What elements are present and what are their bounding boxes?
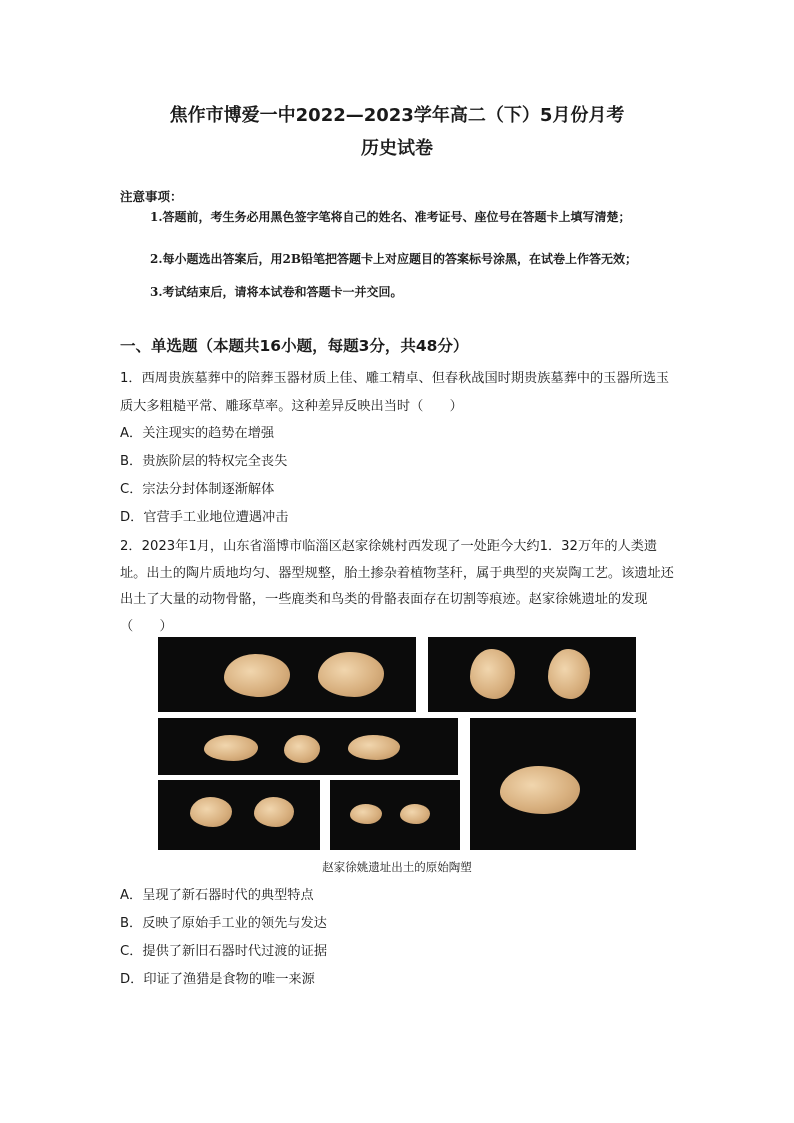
pottery-shard	[500, 766, 580, 814]
question-1-option-d: D．官营手工业地位遭遇冲击	[120, 510, 289, 525]
photo-panel	[470, 718, 636, 850]
notice-heading: 注意事项：	[120, 189, 183, 204]
pottery-shard	[318, 652, 384, 697]
figure-caption: 赵家徐姚遗址出土的原始陶塑	[322, 860, 472, 874]
pottery-shard	[348, 735, 400, 760]
notice-item: 2.每小题选出答案后，用2B铅笔把答题卡上对应题目的答案标号涂黑，在试卷上作答无效；	[150, 252, 638, 266]
pottery-shard	[400, 804, 430, 824]
pottery-shard	[470, 649, 515, 699]
photo-panel	[158, 637, 416, 712]
pottery-shard	[350, 804, 382, 824]
pottery-shard	[284, 735, 320, 763]
question-2-option-a: A．呈现了新石器时代的典型特点	[120, 888, 314, 903]
pottery-shard	[190, 797, 232, 827]
photo-panel	[330, 780, 460, 850]
question-2-option-c: C．提供了新旧石器时代过渡的证据	[120, 944, 328, 959]
section-heading: 一、单选题（本题共16小题，每题3分，共48分）	[120, 337, 469, 355]
exam-subject: 历史试卷	[361, 138, 433, 159]
question-2-stem: 2．2023年1月，山东省淄博市临淄区赵家徐姚村西发现了一处距今大约1．32万年的人类遗址。出土的陶片质地均匀、器型规整，胎土掺杂着植物茎秆，属于典型的夹炭陶工艺。该遗址还出土了大量的动物骨骼，一些鹿类和鸟类的骨骼表面存在切割等痕迹。赵家徐姚遗址的发现（ ）	[120, 539, 674, 634]
photo-panel	[158, 780, 320, 850]
pottery-shard	[224, 654, 290, 697]
question-1-option-a: A．关注现实的趋势在增强	[120, 426, 275, 441]
pottery-shard	[204, 735, 258, 761]
pottery-shard	[254, 797, 294, 827]
notice-item: 3.考试结束后，请将本试卷和答题卡一并交回。	[150, 285, 403, 299]
question-1-stem: 1．西周贵族墓葬中的陪葬玉器材质上佳、雕工精卓、但春秋战国时期贵族墓葬中的玉器所选玉质大多粗糙平常、雕琢草率。这种差异反映出当时（ ）	[120, 371, 670, 414]
photo-panel	[428, 637, 636, 712]
notice-item: 1.答题前，考生务必用黑色签字笔将自己的姓名、准考证号、座位号在答题卡上填写清楚；	[150, 210, 631, 224]
question-1-option-c: C．宗法分封体制逐渐解体	[120, 482, 275, 497]
question-2-option-d: D．印证了渔猎是食物的唯一来源	[120, 972, 315, 987]
pottery-shard	[548, 649, 590, 699]
question-2-option-b: B．反映了原始手工业的领先与发达	[120, 916, 327, 931]
question-1-option-b: B．贵族阶层的特权完全丧失	[120, 454, 288, 469]
exam-title: 焦作市博爱一中2022—2023学年高二（下）5月份月考	[169, 105, 625, 126]
pottery-photo-collage	[158, 637, 636, 850]
photo-panel	[158, 718, 458, 775]
